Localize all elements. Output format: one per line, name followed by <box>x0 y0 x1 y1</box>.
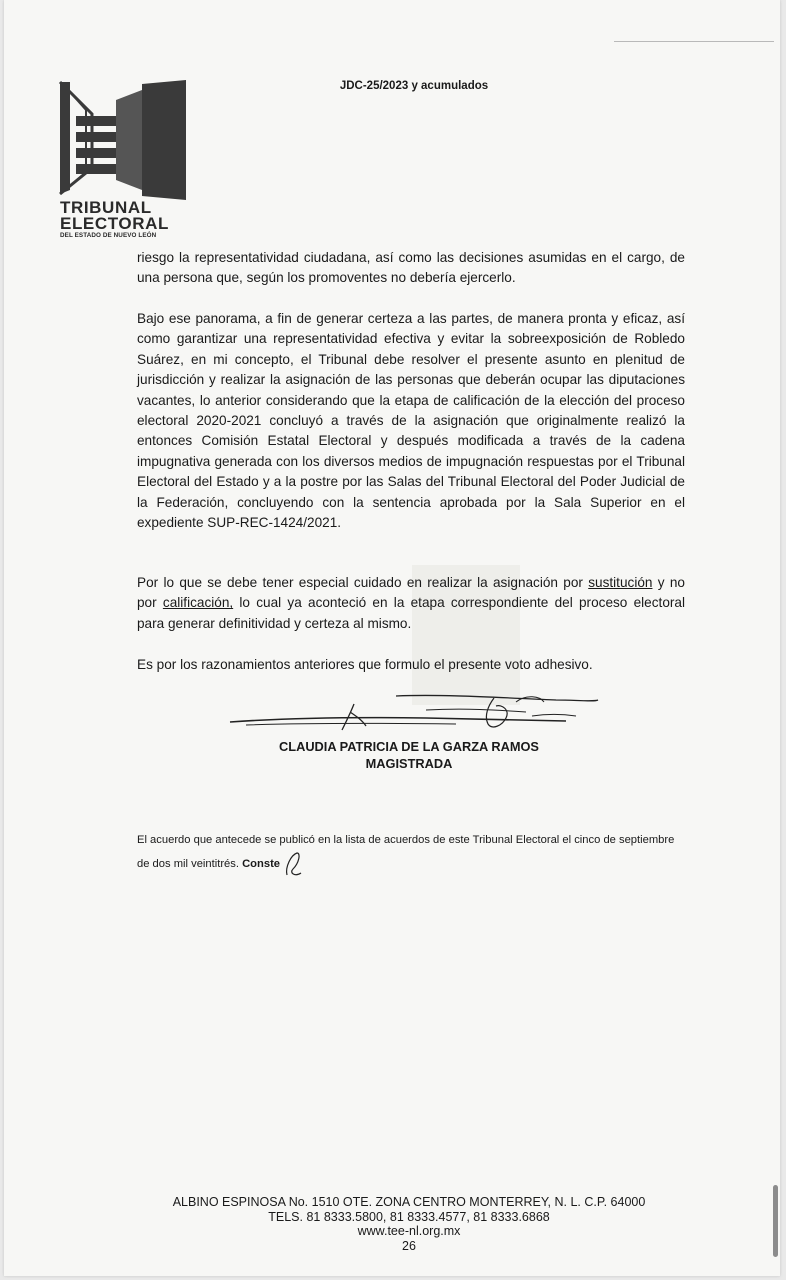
scan-artifact-line <box>614 41 774 42</box>
underlined-sustitucion: sustitución <box>588 575 653 590</box>
logo-line-2: ELECTORAL <box>60 213 169 233</box>
underlined-calificacion: calificación, <box>162 595 234 611</box>
footer-address: ALBINO ESPINOSA No. 1510 OTE. ZONA CENTRO MONTERREY, N. L. C.P. 64000 <box>172 1195 646 1209</box>
page-number: 26 <box>402 1238 416 1253</box>
paragraph-3-part-b: y no por <box>137 575 685 611</box>
handwritten-signature <box>226 690 606 736</box>
document-page <box>4 0 780 1276</box>
footer-phones: TELS. 81 8333.5800, 81 8333.4577, 81 8333.6868 <box>268 1209 550 1224</box>
logo-line-3: DEL ESTADO DE NUEVO LEÓN <box>60 232 157 240</box>
paragraph-3-part-a: Por lo que se debe tener especial cuidado en realizar la asignación por <box>137 575 589 590</box>
tribunal-emblem-icon <box>56 80 191 205</box>
logo-wordmark <box>60 200 169 239</box>
signatory-block <box>234 738 584 772</box>
publication-note-conste: Conste <box>242 858 281 870</box>
signatory-name: CLAUDIA PATRICIA DE LA GARZA RAMOS <box>279 739 539 754</box>
initials-signature <box>283 849 305 879</box>
publication-note-text: El acuerdo que antecede se publicó en la lista de acuerdos de este Tribunal Electoral el cinco de septiembre de dos mil veintitrés. <box>137 834 675 870</box>
case-reference: JDC-25/2023 y acumulados <box>339 80 489 92</box>
publication-note <box>137 832 687 879</box>
paragraph-3-part-c: lo cual ya aconteció en la etapa correspondiente del proceso electoral para generar definitividad y certeza al mismo. <box>137 595 685 631</box>
signatory-title: MAGISTRADA <box>365 756 453 771</box>
paragraph-1: riesgo la representatividad ciudadana, así como las decisiones asumidas en el cargo, de una persona que, según los promoventes no debería ejercerlo. <box>137 250 685 286</box>
footer-website: www.tee-nl.org.mx <box>357 1224 461 1238</box>
page-footer <box>124 1195 694 1253</box>
paragraph-2: Bajo ese panorama, a fin de generar certeza a las partes, de manera pronta y eficaz, así como garantizar una representatividad efectiva y evitar la sobreexposición de Robledo Suárez, en mi concepto, el Tribunal debe resolver el presente asunto en plenitud de jurisdicción y realizar la asignación de las personas que deberán ocupar las diputaciones vacantes, lo anterior considerando que la etapa de calificación de la elección del proceso electoral 2020-2021 concluyó a través de la asignación que originalmente realizó la entonces Comisión Estatal Electoral y después modificada a través de la cadena impugnativa generada con los diversos medios de impugnación respuestas por el Tribunal Electoral del Estado y a la postre por las Salas del Tribunal Electoral del Poder Judicial de la Federación, concluyendo con la sentencia aprobada por la Sala Superior en el expediente SUP-REC-1424/2021. <box>137 311 685 531</box>
tribunal-logo <box>56 80 191 250</box>
logo-line-1: TRIBUNAL <box>60 198 152 217</box>
paragraph-3 <box>137 573 685 634</box>
paragraph-4: Es por los razonamientos anteriores que formulo el presente voto adhesivo. <box>137 657 593 672</box>
scrollbar[interactable] <box>773 1185 778 1257</box>
